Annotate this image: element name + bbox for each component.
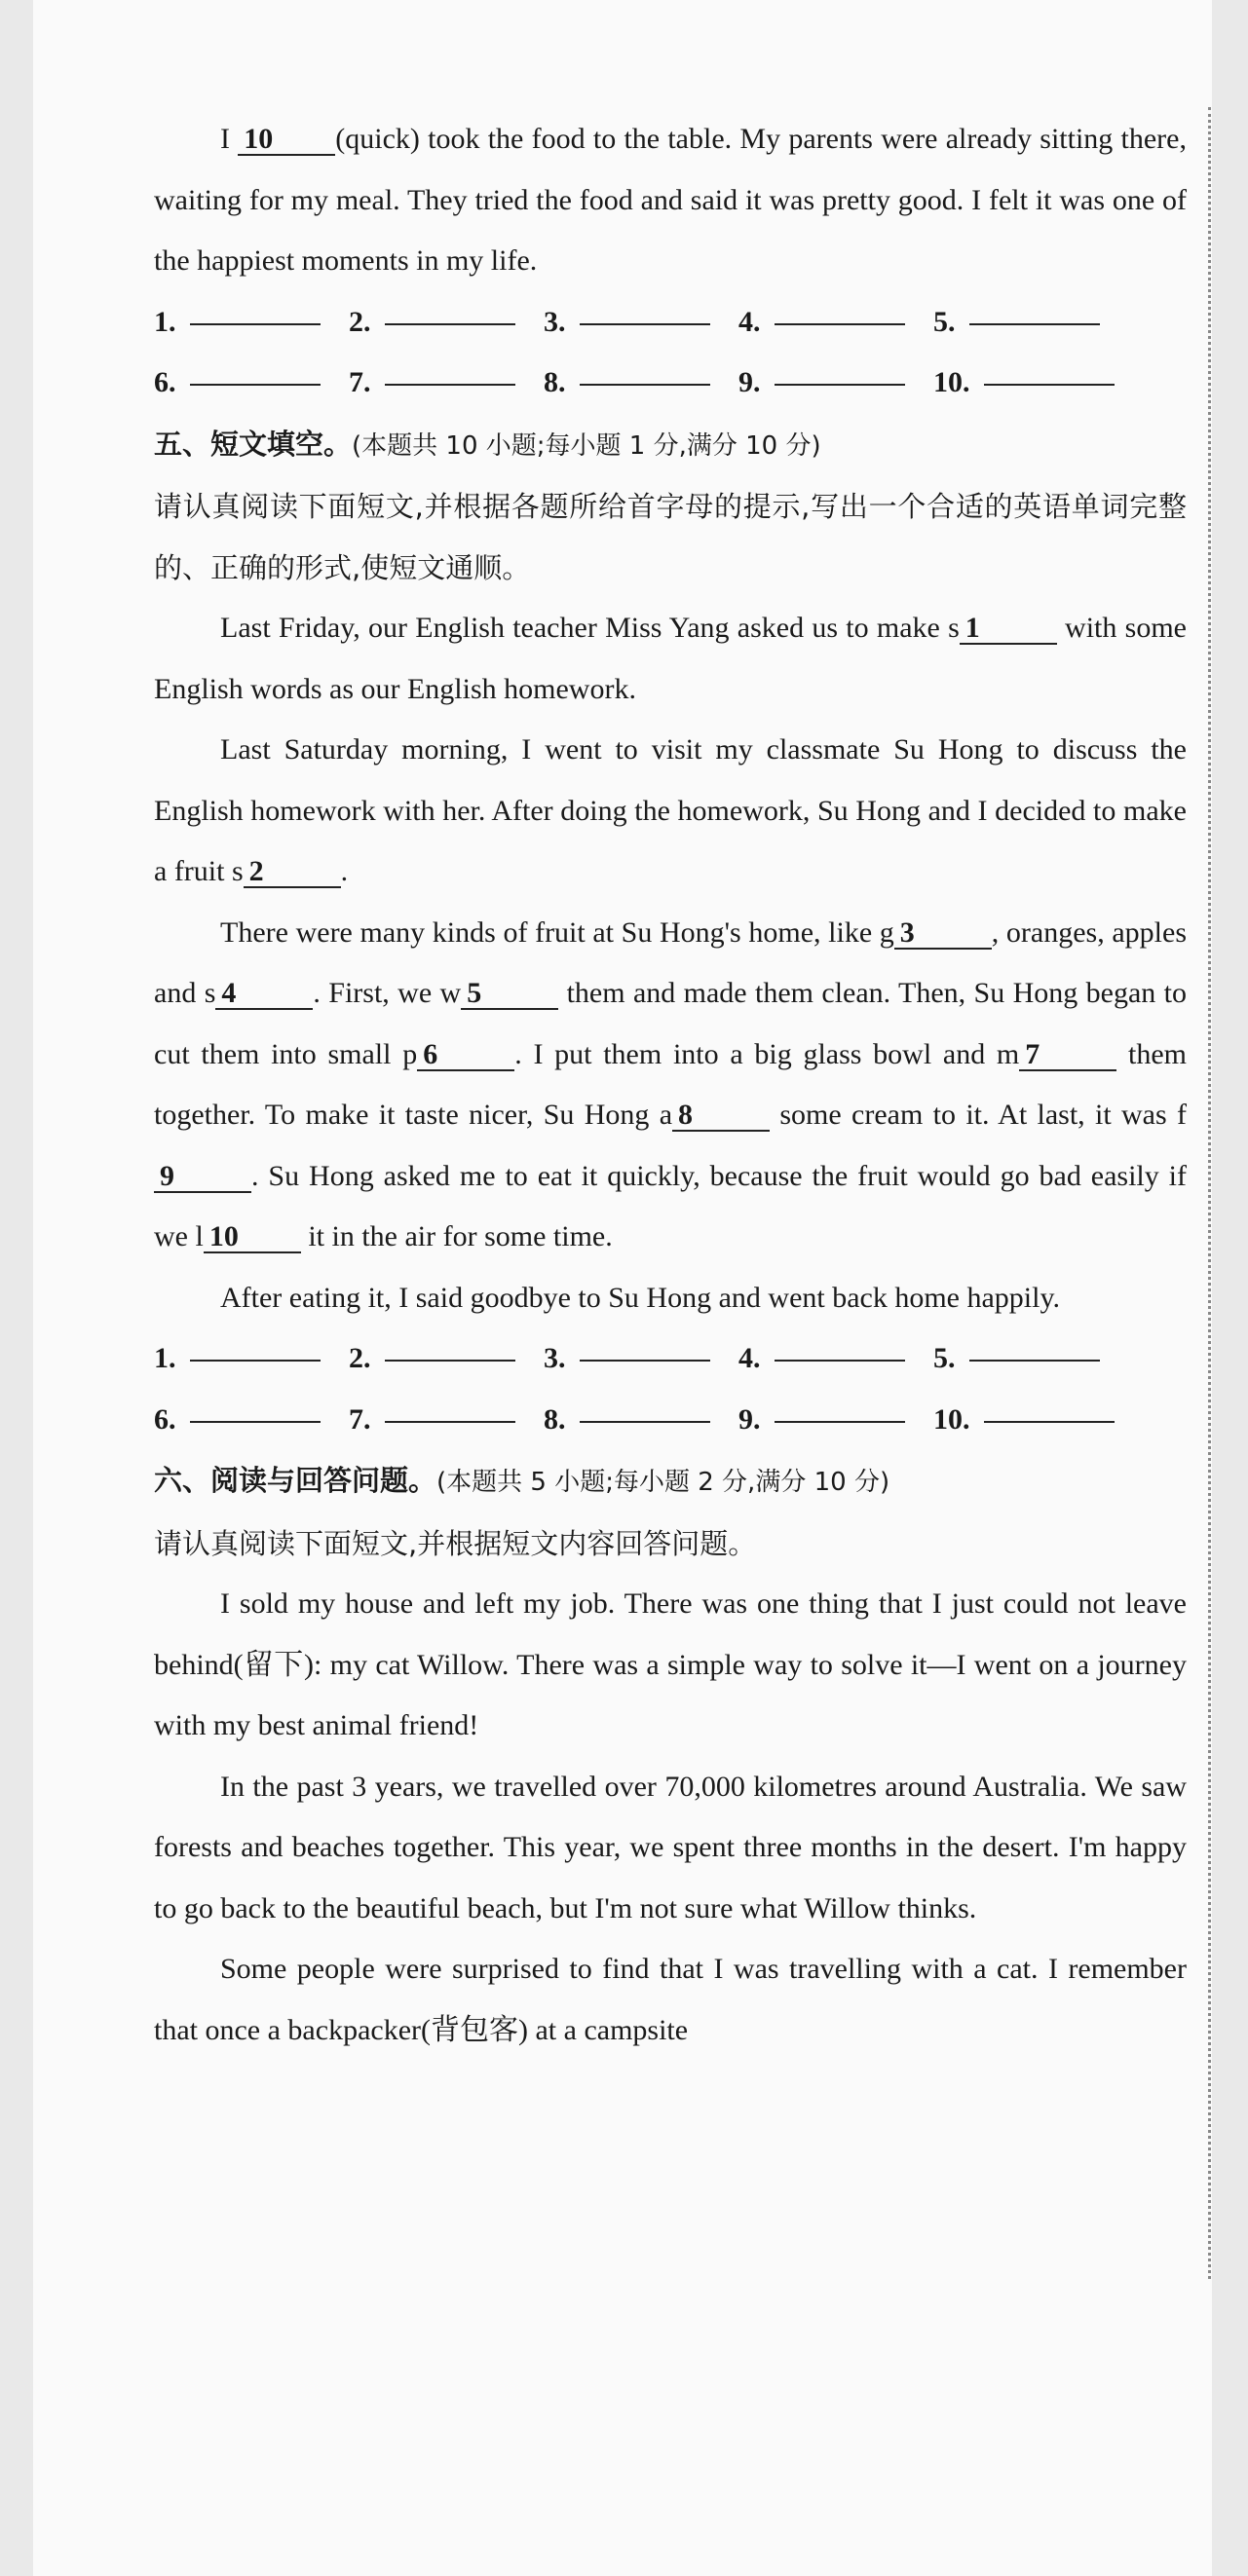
- section5-heading: 五、短文填空。(本题共 10 小题;每小题 1 分,满分 10 分): [154, 427, 821, 461]
- answer-slot[interactable]: 4.: [738, 292, 933, 354]
- section5-paragraph-3: There were many kinds of fruit at Su Hong's home, like g 3 , oranges, apples and s 4 . First, we w 5 them and made them clean. Then, Su Hong began to cut them into small p 6 . I put them into a big glass bowl and m 7 them together. To make it taste nicer, Su Hong a 8 some cream to it. At last, it was f9 . Su Hong asked me to eat it quickly, because the fruit would go bad easily if we l 10 it in the air for some time.: [154, 915, 1188, 1252]
- blank-2[interactable]: 2: [244, 857, 341, 888]
- section6-heading: 六、阅读与回答问题。(本题共 5 小题;每小题 2 分,满分 10 分): [154, 1464, 890, 1497]
- binding-dotted-line: [1208, 107, 1211, 2279]
- blank-5[interactable]: 5: [461, 979, 558, 1010]
- answer-slot[interactable]: 1.: [154, 292, 349, 354]
- answer-slot[interactable]: 8.: [544, 1390, 738, 1451]
- answer-slot[interactable]: 2.: [349, 1328, 544, 1390]
- blank-3[interactable]: 3: [894, 918, 992, 950]
- section5-paragraph-4: After eating it, I said goodbye to Su Hong and went back home happily.: [220, 1281, 1061, 1314]
- section6-instruction: 请认真阅读下面短文,并根据短文内容回答问题。: [154, 1526, 757, 1560]
- answer-slot[interactable]: 5.: [933, 1328, 1128, 1390]
- section6-paragraph-3: Some people were surprised to find that I was travelling with a cat. I remember that once a backpacker(背包客) at a campsite: [154, 1953, 1187, 2046]
- answer-slot[interactable]: 7.: [349, 1390, 544, 1451]
- section5-instruction: 请认真阅读下面短文,并根据各题所给首字母的提示,写出一个合适的英语单词完整的、正确的形式,使短文通顺。: [154, 490, 1187, 584]
- blank-10[interactable]: 10: [238, 125, 335, 156]
- answer-slot[interactable]: 10.: [933, 1390, 1128, 1451]
- answer-slot[interactable]: 1.: [154, 1328, 349, 1390]
- blank-8[interactable]: 8: [672, 1101, 770, 1132]
- worksheet-content: [154, 109, 1187, 2061]
- answer-slot[interactable]: 10.: [933, 353, 1128, 414]
- section5-paragraph-1: Last Friday, our English teacher Miss Yang asked us to make s 1 with some English words as our English homework.: [154, 612, 1187, 705]
- section5-paragraph-2: Last Saturday morning, I went to visit my classmate Su Hong to discuss the English homework with her. After doing the homework, Su Hong and I decided to make a fruit s 2 .: [154, 733, 1187, 887]
- passage-end-paragraph: I 10 (quick) took the food to the table. My parents were already sitting there, waiting for my meal. They tried the food and said it was pretty good. I felt it was one of the happiest moments in my life.: [154, 123, 1187, 277]
- worksheet-page: [33, 0, 1212, 2576]
- blank-10[interactable]: 10: [204, 1222, 301, 1253]
- answer-row-1-5: [154, 1328, 1187, 1390]
- answer-slot[interactable]: 9.: [738, 1390, 933, 1451]
- blank-9[interactable]: 9: [154, 1162, 251, 1193]
- answer-slot[interactable]: 6.: [154, 1390, 349, 1451]
- answer-slot[interactable]: 2.: [349, 292, 544, 354]
- blank-6[interactable]: 6: [417, 1040, 514, 1071]
- answer-row-6-10: [154, 353, 1187, 414]
- blank-7[interactable]: 7: [1019, 1040, 1116, 1071]
- blank-1[interactable]: 1: [960, 614, 1057, 645]
- blank-4[interactable]: 4: [215, 979, 313, 1010]
- section6-paragraph-1: I sold my house and left my job. There was one thing that I just could not leave behind(留下): my cat Willow. There was a simple way to solve it—I went on a journey with my best animal friend!: [154, 1587, 1187, 1741]
- answer-slot[interactable]: 3.: [544, 292, 738, 354]
- answer-row-6-10: [154, 1390, 1187, 1451]
- answer-slot[interactable]: 9.: [738, 353, 933, 414]
- answer-slot[interactable]: 4.: [738, 1328, 933, 1390]
- answer-row-1-5: [154, 292, 1187, 354]
- answer-slot[interactable]: 7.: [349, 353, 544, 414]
- section6-paragraph-2: In the past 3 years, we travelled over 70,000 kilometres around Australia. We saw forests and beaches together. This year, we spent three months in the desert. I'm happy to go back to the beautiful beach, but I'm not sure what Willow thinks.: [154, 1770, 1187, 1924]
- answer-slot[interactable]: 6.: [154, 353, 349, 414]
- answer-slot[interactable]: 3.: [544, 1328, 738, 1390]
- answer-slot[interactable]: 5.: [933, 292, 1128, 354]
- answer-slot[interactable]: 8.: [544, 353, 738, 414]
